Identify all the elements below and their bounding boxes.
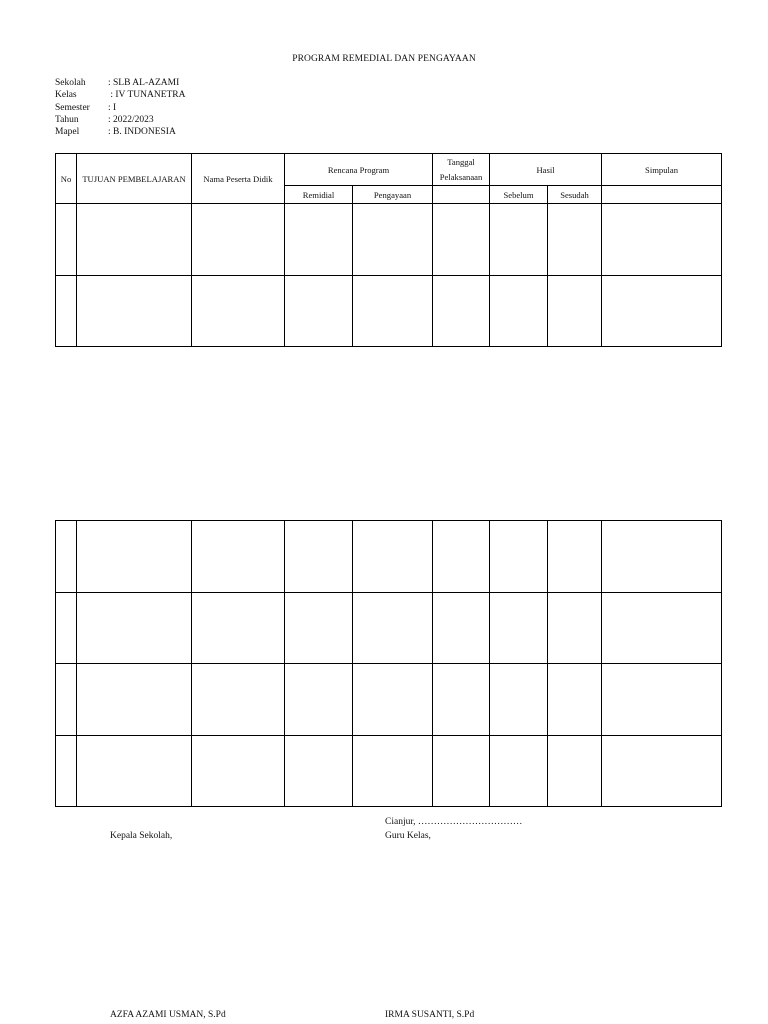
- table-cell: [602, 592, 722, 664]
- table-cell: [285, 204, 353, 276]
- table-cell: [353, 592, 433, 664]
- header-remidial: Remidial: [285, 186, 353, 204]
- table-cell: [192, 204, 285, 276]
- table-cell: [433, 664, 490, 736]
- info-value: : 2022/2023: [108, 114, 154, 125]
- remedial-table-continued: [55, 520, 722, 807]
- table-row: [56, 521, 722, 593]
- table-cell: [548, 275, 602, 347]
- header-nama: Nama Peserta Didik: [192, 154, 285, 204]
- principal-name: AZFA AZAMI USMAN, S.Pd: [110, 1010, 226, 1020]
- header-sebelum: Sebelum: [490, 186, 548, 204]
- header-no: No: [56, 154, 77, 204]
- info-row-mapel: [55, 126, 186, 138]
- table-cell: [353, 275, 433, 347]
- table-cell: [77, 275, 192, 347]
- table-row: [56, 592, 722, 664]
- table-cell: [56, 735, 77, 807]
- table-cell: [433, 275, 490, 347]
- info-value: : IV TUNANETRA: [108, 90, 186, 101]
- table-cell: [548, 664, 602, 736]
- teacher-name: IRMA SUSANTI, S.Pd: [385, 1010, 475, 1020]
- table-cell: [602, 521, 722, 593]
- info-value: : B. INDONESIA: [108, 127, 176, 138]
- info-label: Sekolah: [55, 78, 86, 88]
- table-cell: [353, 521, 433, 593]
- header-hasil: Hasil: [490, 154, 602, 186]
- table-cell: [77, 592, 192, 664]
- info-value: : SLB AL-AZAMI: [108, 78, 180, 88]
- table-cell: [433, 204, 490, 276]
- table-cell: [77, 204, 192, 276]
- table-cell: [353, 204, 433, 276]
- table-cell: [490, 521, 548, 593]
- table-cell: [56, 664, 77, 736]
- table-cell: [192, 275, 285, 347]
- principal-title: Kepala Sekolah,: [110, 831, 173, 841]
- info-label: Mapel: [55, 127, 80, 138]
- table-cell: [602, 275, 722, 347]
- table-cell: [56, 275, 77, 347]
- table-header-row: [56, 154, 722, 186]
- table-cell: [192, 664, 285, 736]
- table-cell: [602, 204, 722, 276]
- table-cell: [433, 521, 490, 593]
- info-row-tahun: [55, 114, 186, 126]
- table-row: [56, 204, 722, 276]
- table-cell: [548, 204, 602, 276]
- table-cell: [548, 521, 602, 593]
- table-cell: [192, 592, 285, 664]
- table-cell: [285, 275, 353, 347]
- table-cell: [353, 735, 433, 807]
- table-cell: [548, 592, 602, 664]
- table-cell: [548, 735, 602, 807]
- header-simpulan-empty: [602, 186, 722, 204]
- table-cell: [77, 735, 192, 807]
- table-row: [56, 664, 722, 736]
- info-label: Kelas: [55, 90, 77, 101]
- table-cell: [433, 735, 490, 807]
- table-cell: [56, 592, 77, 664]
- header-simpulan: Simpulan: [602, 154, 722, 186]
- info-label: Tahun: [55, 114, 79, 125]
- header-tanggal: [433, 154, 490, 186]
- header-pengayaan: Pengayaan: [353, 186, 433, 204]
- header-tanggal-line2: Pelaksanaan: [439, 172, 483, 182]
- table-cell: [285, 592, 353, 664]
- header-tujuan: TUJUAN PEMBELAJARAN: [77, 154, 192, 204]
- document-title: PROGRAM REMEDIAL DAN PENGAYAAN: [292, 54, 476, 64]
- table-cell: [56, 204, 77, 276]
- teacher-title: Guru Kelas,: [385, 831, 431, 841]
- info-row-kelas: [55, 89, 186, 101]
- header-tanggal-line1: Tanggal: [447, 157, 475, 167]
- remedial-table: [55, 153, 722, 347]
- school-info: [55, 77, 186, 138]
- table-cell: [602, 735, 722, 807]
- table-cell: [490, 275, 548, 347]
- table-cell: [490, 592, 548, 664]
- table-cell: [77, 521, 192, 593]
- table-cell: [490, 664, 548, 736]
- table-cell: [602, 664, 722, 736]
- table-cell: [56, 521, 77, 593]
- info-row-sekolah: [55, 77, 186, 89]
- table-cell: [285, 664, 353, 736]
- header-tanggal-empty: [433, 186, 490, 204]
- table-cell: [192, 521, 285, 593]
- table-row: [56, 735, 722, 807]
- table-row: [56, 275, 722, 347]
- info-row-semester: [55, 102, 186, 114]
- info-value: : I: [108, 102, 117, 113]
- table-cell: [285, 735, 353, 807]
- table-cell: [433, 592, 490, 664]
- table-cell: [77, 664, 192, 736]
- place-date: Cianjur, ……………………………: [385, 817, 523, 827]
- table-cell: [490, 204, 548, 276]
- header-rencana: Rencana Program: [285, 154, 433, 186]
- info-label: Semester: [55, 102, 90, 113]
- table-cell: [285, 521, 353, 593]
- table-cell: [353, 664, 433, 736]
- table-cell: [192, 735, 285, 807]
- table-cell: [490, 735, 548, 807]
- header-sesudah: Sesudah: [548, 186, 602, 204]
